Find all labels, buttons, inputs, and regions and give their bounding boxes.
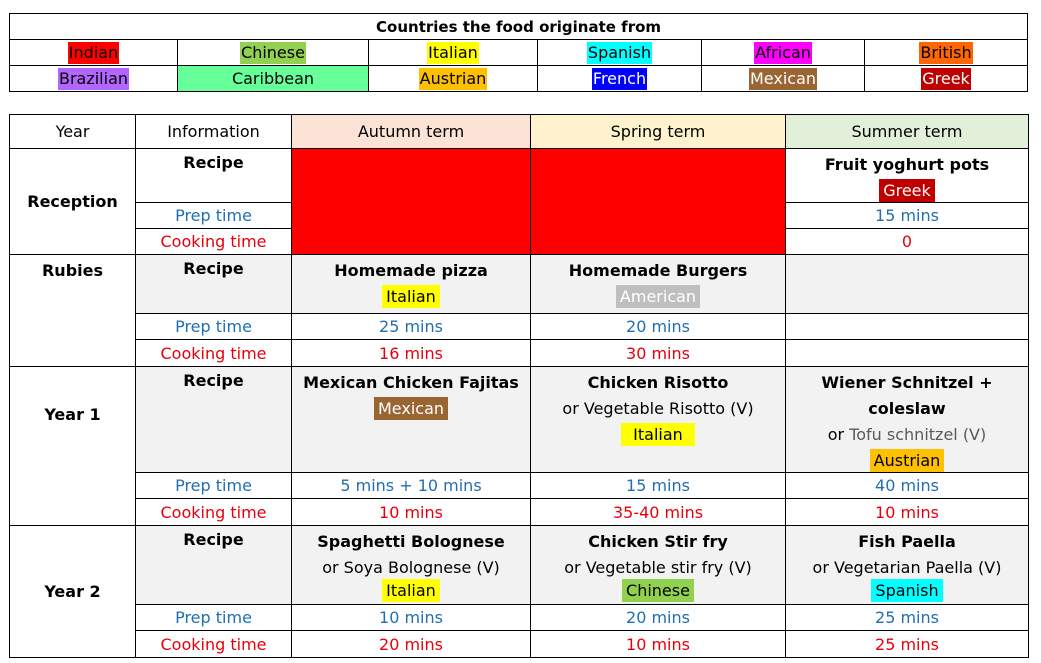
- legend-french: French: [592, 68, 647, 88]
- legend-cell: [702, 66, 865, 92]
- prep-time-value: 10 mins: [292, 605, 531, 631]
- table-row: [10, 499, 1029, 526]
- recipe-cell: [786, 526, 1029, 605]
- header-autumn-term: Autumn term: [292, 115, 531, 149]
- legend-indian: Indian: [68, 42, 119, 62]
- prep-time-value: 25 mins: [292, 314, 531, 340]
- year-2: Year 2: [10, 526, 136, 658]
- legend-cell: [538, 40, 702, 66]
- legend-cell: [369, 66, 538, 92]
- cooking-time-label: Cooking time: [136, 631, 292, 658]
- cooking-time-empty: [786, 340, 1029, 367]
- cooking-time-value: 16 mins: [292, 340, 531, 367]
- header-row: [10, 115, 1029, 149]
- legend-title: Countries the food originate from: [10, 14, 1028, 40]
- prep-time-value: 20 mins: [531, 314, 786, 340]
- cooking-time-value: 25 mins: [786, 631, 1029, 658]
- recipe-label: Recipe: [136, 255, 292, 314]
- recipe-cell-empty: [786, 255, 1029, 314]
- country-tag: Austrian: [870, 449, 945, 472]
- legend-caribbean: Caribbean: [231, 68, 315, 88]
- cooking-time-value: 10 mins: [292, 499, 531, 526]
- autumn-blocked-cell: [292, 149, 531, 255]
- recipe-title: Fruit yoghurt pots: [824, 155, 990, 174]
- table-row: [10, 255, 1029, 314]
- legend-chinese: Chinese: [241, 42, 305, 62]
- recipe-alternative: or Vegetable Risotto (V): [562, 399, 754, 418]
- prep-time-value: 15 mins: [531, 473, 786, 499]
- recipe-schedule-table: [9, 114, 1029, 658]
- header-summer-term: Summer term: [786, 115, 1029, 149]
- country-tag: Chinese: [622, 579, 694, 602]
- legend-cell: [369, 40, 538, 66]
- cooking-time-value: 10 mins: [531, 631, 786, 658]
- recipe-title: Homemade pizza: [334, 261, 488, 280]
- table-row: [10, 605, 1029, 631]
- legend-austrian: Austrian: [419, 68, 487, 88]
- legend-row: [10, 40, 1028, 66]
- recipe-title: Chicken Stir fry: [588, 532, 728, 551]
- legend-cell: [178, 66, 369, 92]
- legend-brazilian: Brazilian: [58, 68, 129, 88]
- cooking-time-value: 0: [786, 229, 1029, 255]
- header-year: Year: [10, 115, 136, 149]
- country-tag: Mexican: [374, 397, 448, 420]
- prep-time-empty: [786, 314, 1029, 340]
- recipe-cell: [786, 367, 1029, 473]
- prep-time-value: 40 mins: [786, 473, 1029, 499]
- prep-time-value: 25 mins: [786, 605, 1029, 631]
- cooking-time-value: 20 mins: [292, 631, 531, 658]
- legend-greek: Greek: [922, 68, 970, 88]
- legend-cell: [865, 66, 1028, 92]
- legend-spanish: Spanish: [587, 42, 652, 62]
- cooking-time-label: Cooking time: [136, 229, 292, 255]
- recipe-title: Mexican Chicken Fajitas: [303, 373, 519, 392]
- year-rubies: Rubies: [10, 255, 136, 367]
- country-tag: Spanish: [871, 579, 942, 602]
- recipe-alternative: [786, 422, 1028, 448]
- table-row: [10, 631, 1029, 658]
- legend-cell: [10, 40, 178, 66]
- recipe-alternative: or Soya Bolognese (V): [322, 558, 500, 577]
- alt-text: Tofu schnitzel (V): [849, 425, 987, 444]
- recipe-cell: [786, 149, 1029, 203]
- cooking-time-value: 30 mins: [531, 340, 786, 367]
- prep-time-label: Prep time: [136, 203, 292, 229]
- prep-time-label: Prep time: [136, 605, 292, 631]
- year-reception: Reception: [10, 149, 136, 255]
- recipe-cell: [292, 255, 531, 314]
- cooking-time-value: 35-40 mins: [531, 499, 786, 526]
- table-row: [10, 314, 1029, 340]
- country-tag: American: [616, 285, 700, 308]
- prep-time-label: Prep time: [136, 473, 292, 499]
- country-tag: Italian: [382, 285, 440, 308]
- country-tag: Italian: [621, 423, 695, 446]
- recipe-cell: [531, 526, 786, 605]
- prep-time-value: 20 mins: [531, 605, 786, 631]
- legend-cell: [702, 40, 865, 66]
- recipe-label: Recipe: [136, 149, 292, 203]
- recipe-cell: [531, 367, 786, 473]
- cooking-time-value: 10 mins: [786, 499, 1029, 526]
- recipe-cell: [292, 367, 531, 473]
- table-row: [10, 473, 1029, 499]
- legend-african: African: [755, 42, 811, 62]
- recipe-cell: [292, 526, 531, 605]
- country-legend: [9, 13, 1028, 92]
- cooking-time-label: Cooking time: [136, 340, 292, 367]
- spring-blocked-cell: [531, 149, 786, 255]
- legend-cell: [178, 40, 369, 66]
- cooking-time-label: Cooking time: [136, 499, 292, 526]
- header-spring-term: Spring term: [531, 115, 786, 149]
- prep-time-value: 5 mins + 10 mins: [292, 473, 531, 499]
- table-row: [10, 149, 1029, 203]
- year-1: Year 1: [10, 367, 136, 526]
- table-row: [10, 340, 1029, 367]
- legend-british: British: [920, 42, 972, 62]
- recipe-title: Fish Paella: [858, 532, 956, 551]
- legend-mexican: Mexican: [749, 68, 817, 88]
- recipe-title: Chicken Risotto: [587, 373, 729, 392]
- prep-time-value: 15 mins: [786, 203, 1029, 229]
- table-row: [10, 526, 1029, 605]
- legend-cell: [865, 40, 1028, 66]
- recipe-alternative: or Vegetarian Paella (V): [812, 558, 1002, 577]
- legend-italian: Italian: [428, 42, 478, 62]
- recipe-title: Homemade Burgers: [568, 261, 748, 280]
- recipe-label: Recipe: [136, 367, 292, 473]
- legend-cell: [538, 66, 702, 92]
- recipe-title: Wiener Schnitzel + coleslaw: [821, 373, 993, 418]
- recipe-alternative: or Vegetable stir fry (V): [564, 558, 752, 577]
- header-information: Information: [136, 115, 292, 149]
- alt-prefix: or: [827, 425, 850, 444]
- legend-row: [10, 66, 1028, 92]
- country-tag: Greek: [879, 179, 935, 202]
- legend-cell: [10, 66, 178, 92]
- table-row: [10, 367, 1029, 473]
- prep-time-label: Prep time: [136, 314, 292, 340]
- recipe-label: Recipe: [136, 526, 292, 605]
- recipe-title: Spaghetti Bolognese: [317, 532, 505, 551]
- recipe-cell: [531, 255, 786, 314]
- country-tag: Italian: [382, 579, 440, 602]
